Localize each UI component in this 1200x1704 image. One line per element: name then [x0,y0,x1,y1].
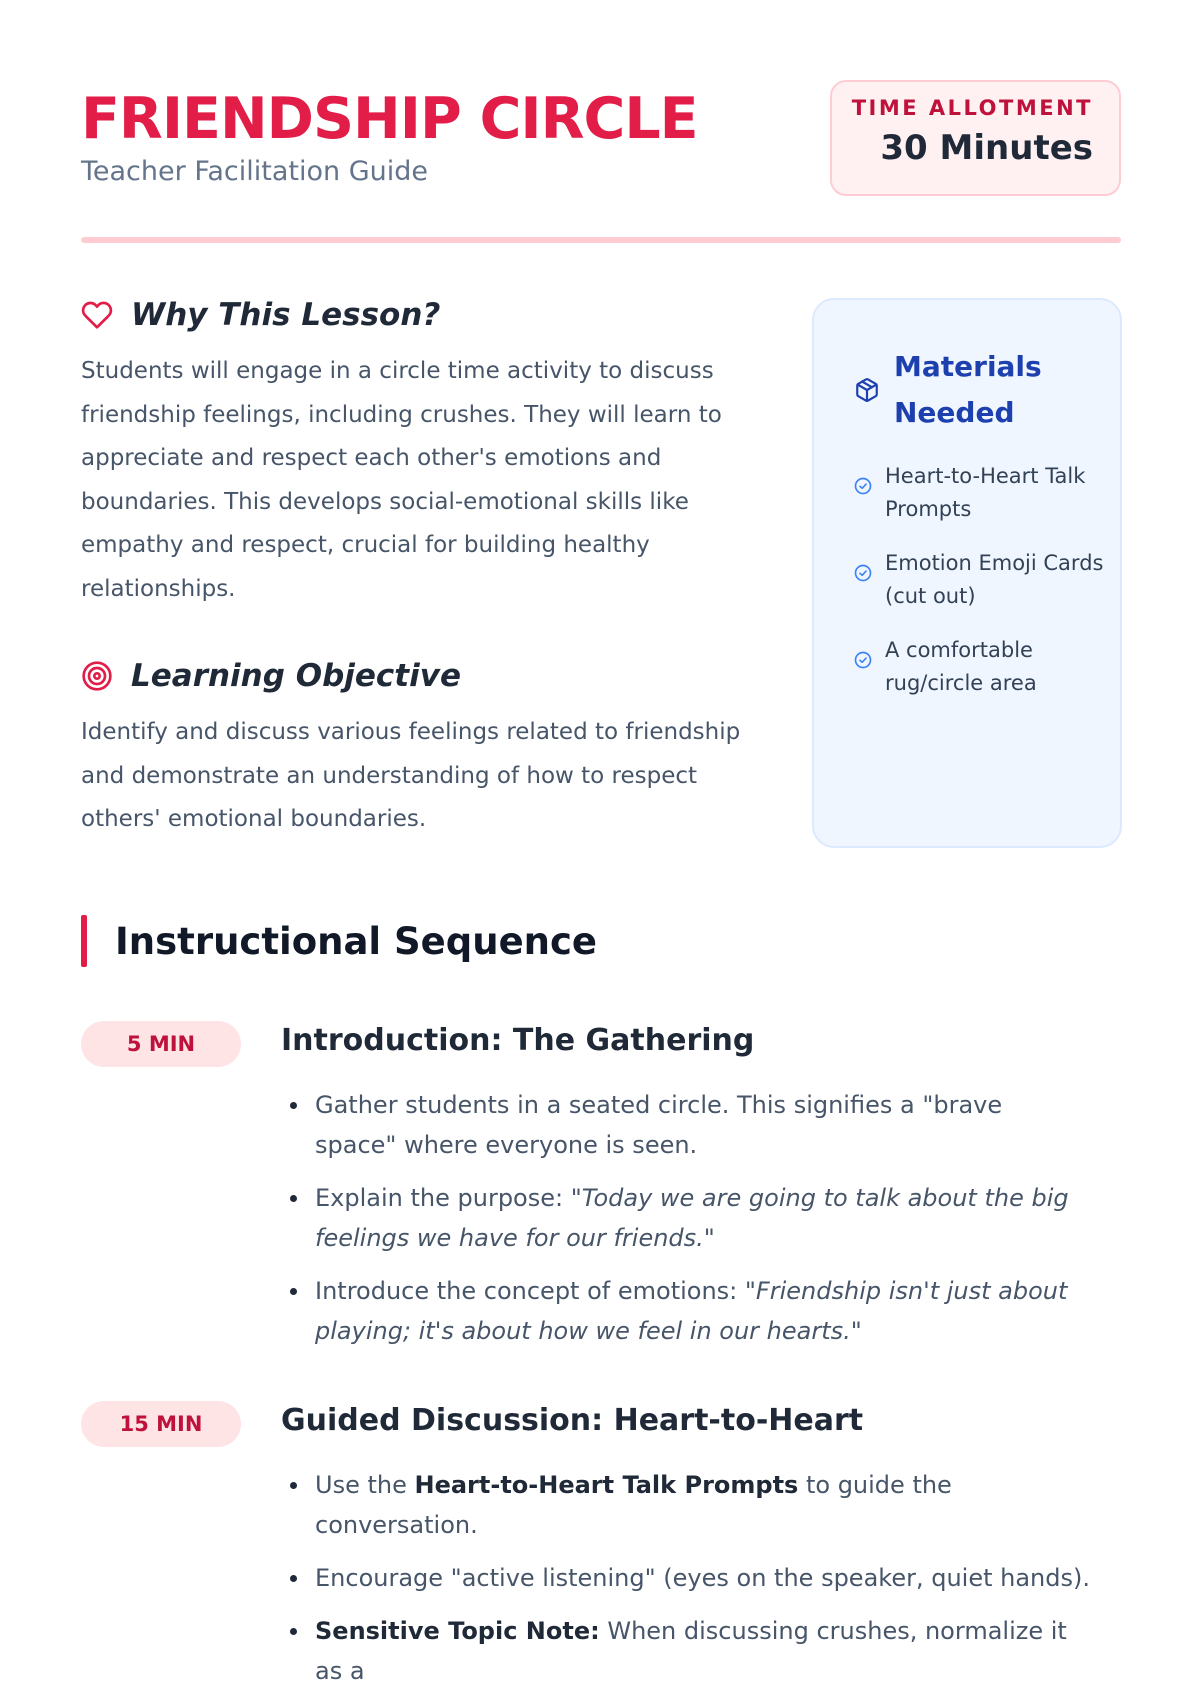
step-bullet: Sensitive Topic Note: When discussing crushes, normalize it as a [281,1611,1091,1691]
step-bullets [281,1465,1091,1704]
target-icon [81,660,113,692]
step-title: Introduction: The Gathering [281,1023,755,1058]
learning-objective-heading [81,658,461,694]
page-header [81,80,1121,200]
materials-heading [854,344,1084,436]
learning-objective-text: Identify and discuss various feelings related to friendship and demonstrate an understanding of how to respect others' emotional boundaries. [81,719,741,832]
materials-item [854,634,1104,700]
step-bullet: Explain the purpose: "Today we are going to talk about the big feelings we have for our friends." [281,1178,1091,1258]
why-lesson-heading [81,297,440,333]
materials-item [854,547,1104,613]
why-lesson-title: Why This Lesson? [131,297,441,333]
why-lesson-text: Students will engage in a circle time activity to discuss friendship feelings, including crushes. They will learn to appreciate and respect each other's emotions and boundaries. This develops social-emotional skills like empathy and respect, crucial for building healthy relationships. [81,358,722,602]
check-circle-icon [854,559,872,577]
page-title: FRIENDSHIP CIRCLE [81,86,698,152]
cube-icon [854,377,880,403]
header-divider [81,237,1121,243]
heart-icon [81,299,113,331]
time-allotment-value: 30 Minutes [880,128,1093,168]
step-bullet: Encourage "active listening" (eyes on the speaker, quiet hands). [281,1558,1091,1598]
bold-text: Heart-to-Heart Talk Prompts [414,1471,799,1499]
quote-text: "Friendship isn't just about playing; it's about how we feel in our hearts." [315,1277,1068,1345]
page-subtitle: Teacher Facilitation Guide [81,156,428,187]
duration-badge: 15 MIN [81,1401,241,1447]
instructional-sequence-title: Instructional Sequence [115,919,598,963]
materials-panel [812,298,1122,848]
bold-text: Sensitive Topic Note: [315,1617,600,1645]
materials-item-label: A comfortable rug/circle area [885,638,1037,695]
section-accent-bar [81,915,87,967]
check-circle-icon [854,646,872,664]
instructional-sequence-heading [81,915,597,967]
step-title: Guided Discussion: Heart-to-Heart [281,1403,864,1438]
time-allotment-label: TIME ALLOTMENT [851,96,1093,120]
materials-title: Materials Needed [894,350,1042,429]
quote-text: "Today we are going to talk about the big feelings we have for our friends." [315,1184,1069,1252]
learning-objective-title: Learning Objective [131,658,461,694]
step-bullet: Gather students in a seated circle. This signifies a "brave space" where everyone is seen. [281,1085,1091,1165]
check-circle-icon [854,472,872,490]
step-bullets [281,1085,1091,1364]
time-allotment-badge [830,80,1121,196]
duration-badge: 5 MIN [81,1021,241,1067]
materials-item-label: Emotion Emoji Cards (cut out) [885,551,1104,608]
materials-item-label: Heart-to-Heart Talk Prompts [885,464,1086,521]
materials-item [854,460,1104,526]
materials-list [854,460,1104,721]
step-bullet: Introduce the concept of emotions: "Friendship isn't just about playing; it's about how we feel in our hearts." [281,1271,1091,1351]
step-bullet: Use the Heart-to-Heart Talk Prompts to guide the conversation. [281,1465,1091,1545]
